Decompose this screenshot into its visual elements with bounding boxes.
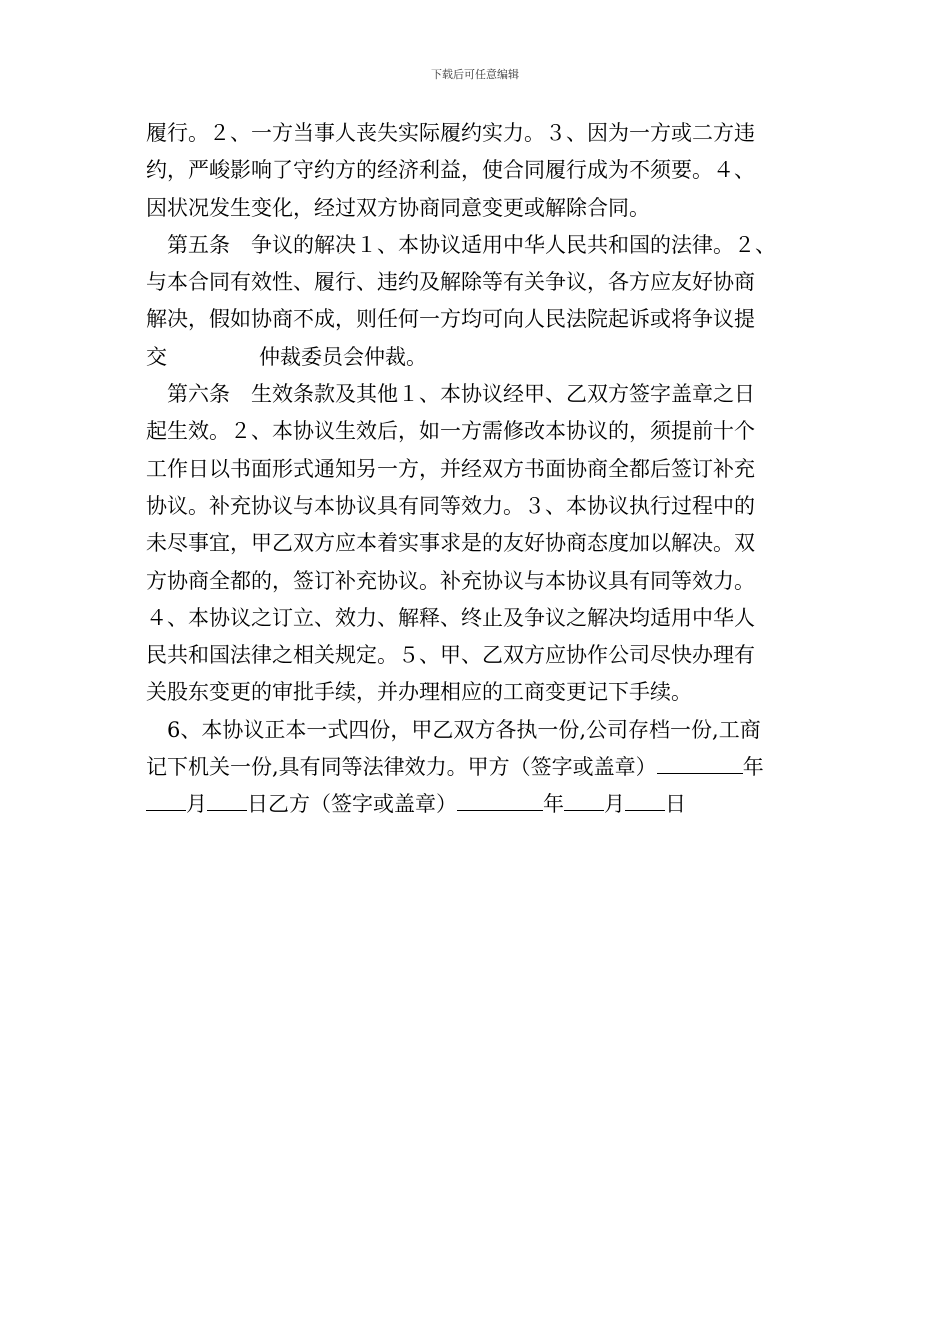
month-blank-a: [146, 790, 186, 811]
text-line-14: ４、本协议之订立、效力、解释、终止及争议之解决均适用中华人: [146, 605, 755, 630]
text-line-17: 6、本协议正本一式四份，甲乙双方各执一份,公司存档一份,工商: [167, 717, 761, 742]
month-blank-b: [564, 790, 604, 811]
article-6-heading-line: 第六条 生效条款及其他１、本协议经甲、乙双方签字盖章之日: [167, 382, 755, 407]
text-line-2: 约，严峻影响了守约方的经济利益，使合同履行成为不须要。４、: [146, 158, 755, 183]
signature-line-2: [146, 786, 814, 823]
text-line-11: 协议。补充协议与本协议具有同等效力。３、本协议执行过程中的: [146, 493, 755, 518]
day-blank-a: [207, 790, 247, 811]
text-line-3: 因状况发生变化，经过双方协商同意变更或解除合同。: [146, 195, 650, 220]
text-line-5: 与本合同有效性、履行、违约及解除等有关争议，各方应友好协商: [146, 270, 755, 295]
contract-body: [146, 115, 814, 824]
text-line-15: 民共和国法律之相关规定。５、甲、乙双方应协作公司尽快办理有: [146, 643, 755, 668]
page-header-note: 下载后可任意编辑: [431, 68, 519, 81]
signature-text-a: 记下机关一份,具有同等法律效力。甲方（签字或盖章）: [146, 755, 657, 780]
party-b-signature-blank: [457, 790, 543, 811]
party-a-signature-blank: [657, 753, 743, 774]
text-line-7-end: 仲裁委员会仲裁。: [259, 344, 427, 369]
article-5-heading-line: 第五条 争议的解决１、本协议适用中华人民共和国的法律。２、: [167, 232, 776, 257]
text-line-12: 未尽事宜，甲乙双方应本着实事求是的友好协商态度加以解决。双: [146, 531, 755, 556]
year-label-a: 年: [742, 755, 764, 780]
text-line-13: 方协商全都的，签订补充协议。补充协议与本协议具有同等效力。: [146, 568, 755, 593]
signature-line-1: [146, 749, 814, 786]
text-line-10: 工作日以书面形式通知另一方，并经双方书面协商全都后签订补充: [146, 456, 755, 481]
day-blank-b: [625, 790, 665, 811]
month-label-a: 月: [186, 792, 207, 817]
year-label-b: 年: [543, 792, 564, 817]
text-line-6: 解决，假如协商不成，则任何一方均可向人民法院起诉或将争议提: [146, 307, 755, 332]
text-line-7-start: 交: [146, 344, 167, 369]
day-label-b: 日: [665, 792, 686, 817]
text-line-16: 关股东变更的审批手续，并办理相应的工商变更记下手续。: [146, 680, 692, 705]
text-line-1: 履行。２、一方当事人丧失实际履约实力。３、因为一方或二方违: [146, 121, 755, 145]
text-line-7: [146, 339, 814, 376]
month-label-b: 月: [604, 792, 625, 817]
party-b-signature-text: 日乙方（签字或盖章）: [247, 792, 457, 817]
text-line-9: 起生效。２、本协议生效后，如一方需修改本协议的，须提前十个: [146, 419, 755, 444]
